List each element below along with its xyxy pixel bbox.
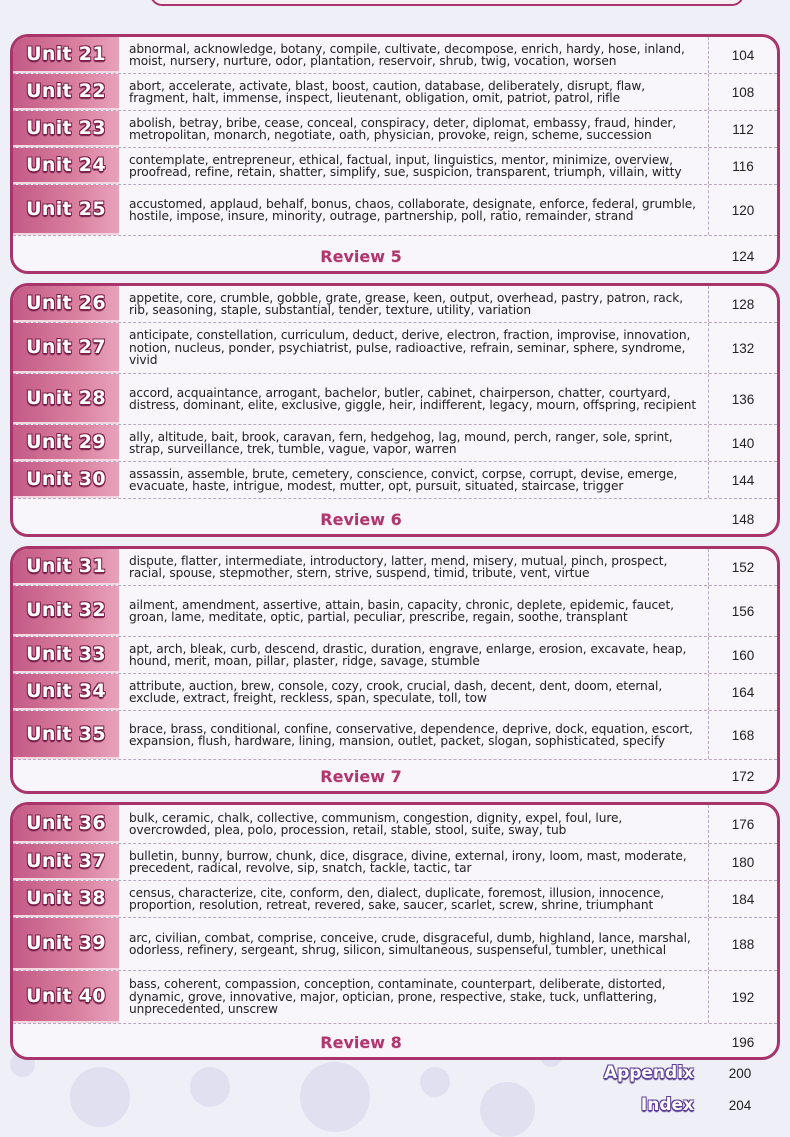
review-row[interactable] [13,1027,777,1057]
unit-page-number: 108 [708,74,777,110]
unit-page-number: 128 [708,286,777,322]
appendix-page-number: 200 [728,1065,752,1081]
unit-label: Unit 27 [26,336,106,358]
unit-label: Unit 30 [26,468,106,490]
unit-tab [13,711,119,759]
unit-words: brace, brass, conditional, confine, conservative, dependence, deprive, dock, equation, escort, expansion, flush, hardware, lining, mansion, outlet, packet, slogan, sophisticated, specify [129,721,693,748]
unit-label: Unit 36 [26,812,106,834]
unit-row[interactable] [13,148,777,185]
unit-tab [13,971,119,1023]
unit-row[interactable] [13,286,777,323]
unit-words: appetite, core, crumble, gobble, grate, grease, keen, output, overhead, pastry, patron, rack, rib, seasoning, staple, substantial, tender, texture, utility, variation [129,290,683,317]
review-label: Review 5 [320,246,402,266]
unit-tab [13,637,119,673]
unit-words: abort, accelerate, activate, blast, boost, caution, database, deliberately, disrupt, flaw, fragment, halt, immense, inspect, lieutenant, obligation, omit, patriot, patrol, rifle [129,78,646,105]
review-page-number: 172 [731,768,755,784]
unit-row[interactable] [13,37,777,74]
unit-label: Unit 32 [26,599,106,621]
unit-tab [13,805,119,843]
unit-words: census, characterize, cite, conform, den, dialect, duplicate, foremost, illusion, innocence, proportion, resolution, retreat, revered, sake, saucer, scarlet, screw, shrine, triumphant [129,885,665,912]
unit-tab [13,674,119,710]
unit-words: abnormal, acknowledge, botany, compile, cultivate, decompose, enrich, hardy, hose, inland, moist, nursery, nurture, odor, plantation, reservoir, shrub, twig, vocation, worsen [129,41,685,68]
unit-row[interactable] [13,637,777,674]
unit-words: attribute, auction, brew, console, cozy, crook, crucial, dash, decent, dent, doom, eternal, exclude, extract, freight, reckless, span, speculate, toll, tow [129,678,663,705]
unit-row[interactable] [13,462,777,499]
unit-label: Unit 40 [26,985,106,1007]
review-page-number: 196 [731,1034,755,1050]
unit-tab [13,844,119,880]
unit-group-26-30 [10,283,780,537]
unit-page-number: 112 [708,111,777,147]
unit-row[interactable] [13,805,777,844]
unit-row[interactable] [13,971,777,1024]
unit-group-31-35 [10,546,780,794]
unit-tab [13,462,119,498]
unit-words: anticipate, constellation, curriculum, deduct, derive, electron, fraction, improvise, innovation, notion, nucleus, ponder, psychiatrist, pulse, radioactive, refrain, seminar, sphere, syndrome, vivid [129,328,691,368]
unit-page-number: 168 [708,711,777,759]
unit-row[interactable] [13,711,777,760]
review-row[interactable] [13,761,777,791]
unit-words: bass, coherent, compassion, conception, contaminate, counterpart, deliberate, distorted, dynamic, grove, innovative, major, optician, prone, respective, stake, tuck, unflattering, unprecedented, unscrew [129,977,666,1017]
unit-row[interactable] [13,918,777,971]
unit-tab [13,286,119,322]
unit-row[interactable] [13,425,777,462]
unit-page-number: 188 [708,918,777,970]
unit-tab [13,374,119,424]
unit-label: Unit 28 [26,387,106,409]
review-row[interactable] [13,504,777,534]
unit-words: arc, civilian, combat, comprise, conceive, crude, disgraceful, dumb, highland, lance, marshal, odorless, refinery, sergeant, shrug, silicon, simultaneous, suspenseful, tumbler, unethical [129,930,691,957]
unit-row[interactable] [13,586,777,637]
index-link[interactable] [560,1092,780,1118]
unit-words: abolish, betray, bribe, cease, conceal, conspiracy, deter, diplomat, embassy, fraud, hinder, metropolitan, monarch, negotiate, oath, physician, provoke, reign, scheme, succession [129,115,677,142]
unit-row[interactable] [13,674,777,711]
review-page-number: 124 [731,248,755,264]
unit-page-number: 184 [708,881,777,917]
unit-label: Unit 24 [26,154,106,176]
unit-tab [13,586,119,636]
unit-label: Unit 25 [26,198,106,220]
unit-label: Unit 31 [26,555,106,577]
unit-tab [13,148,119,184]
unit-page-number: 116 [708,148,777,184]
unit-label: Unit 33 [26,643,106,665]
unit-page-number: 104 [708,37,777,73]
unit-row[interactable] [13,323,777,374]
unit-words: bulk, ceramic, chalk, collective, communism, congestion, dignity, expel, foul, lure, overcrowded, plea, polo, procession, retail, stable, stool, suite, sway, tub [129,810,623,837]
review-page-number: 148 [731,511,755,527]
unit-page-number: 140 [708,425,777,461]
unit-page-number: 132 [708,323,777,373]
unit-group-21-25 [10,34,780,274]
unit-tab [13,74,119,110]
unit-page-number: 136 [708,374,777,424]
unit-label: Unit 39 [26,932,106,954]
unit-label: Unit 26 [26,292,106,314]
unit-page-number: 164 [708,674,777,710]
unit-label: Unit 21 [26,43,106,65]
unit-page-number: 156 [708,586,777,636]
unit-label: Unit 38 [26,887,106,909]
unit-tab [13,323,119,373]
appendix-label: Appendix [603,1063,694,1083]
unit-page-number: 160 [708,637,777,673]
review-row[interactable] [13,241,777,271]
appendix-link[interactable] [560,1060,780,1086]
unit-words: ally, altitude, bait, brook, caravan, fern, hedgehog, lag, mound, perch, ranger, sole, sprint, strap, surveillance, trek, tumble, vague, vapor, warren [129,429,673,456]
unit-words: bulletin, bunny, burrow, chunk, dice, disgrace, divine, external, irony, loom, mast, moderate, precedent, radical, revolve, sip, snatch, tackle, tactic, tar [129,848,687,875]
unit-row[interactable] [13,844,777,881]
unit-tab [13,425,119,461]
unit-page-number: 180 [708,844,777,880]
unit-row[interactable] [13,74,777,111]
unit-label: Unit 23 [26,117,106,139]
unit-row[interactable] [13,549,777,586]
unit-tab [13,37,119,73]
previous-section-edge [150,0,744,6]
unit-row[interactable] [13,881,777,918]
unit-label: Unit 35 [26,723,106,745]
unit-words: dispute, flatter, intermediate, introductory, latter, mend, misery, mutual, pinch, prospect, racial, spouse, stepmother, stern, strive, suspend, timid, tribute, vent, virtue [129,553,668,580]
unit-tab [13,918,119,970]
unit-label: Unit 22 [26,80,106,102]
index-page-number: 204 [728,1097,752,1113]
unit-words: assassin, assemble, brute, cemetery, conscience, convict, corpse, corrupt, devise, emerge, evacuate, haste, intrigue, modest, mutter, opt, pursuit, situated, staircase, trigger [129,466,678,493]
index-label: Index [640,1095,694,1115]
unit-label: Unit 29 [26,431,106,453]
review-label: Review 7 [320,766,402,786]
unit-page-number: 152 [708,549,777,585]
unit-words: accord, acquaintance, arrogant, bachelor, butler, cabinet, chairperson, chatter, courtyard, distress, dominant, elite, exclusive, giggle, heir, indifferent, legacy, mourn, offspring, recipient [129,385,697,412]
unit-page-number: 144 [708,462,777,498]
unit-words: contemplate, entrepreneur, ethical, factual, input, linguistics, mentor, minimize, overview, proofread, refine, retain, shatter, simplify, sue, suspicion, transparent, triumph, villain, witty [129,152,682,179]
unit-tab [13,185,119,235]
unit-label: Unit 37 [26,850,106,872]
unit-words: accustomed, applaud, behalf, bonus, chaos, collaborate, designate, enforce, federal, grumble, hostile, impose, insure, minority, outrage, partnership, poll, ratio, remainder, strand [129,196,696,223]
review-label: Review 8 [320,1032,402,1052]
unit-row[interactable] [13,185,777,236]
unit-tab [13,111,119,147]
review-label: Review 6 [320,509,402,529]
unit-words: apt, arch, bleak, curb, descend, drastic, duration, engrave, enlarge, erosion, excavate, heap, hound, merit, moan, pillar, plaster, ridge, savage, stumble [129,641,687,668]
unit-page-number: 120 [708,185,777,235]
unit-page-number: 192 [708,971,777,1023]
unit-tab [13,549,119,585]
unit-row[interactable] [13,374,777,425]
unit-words: ailment, amendment, assertive, attain, basin, capacity, chronic, deplete, epidemic, faucet, groan, lame, meditate, optic, partial, peculiar, prescribe, regain, soothe, transplant [129,597,674,624]
unit-group-36-40 [10,802,780,1060]
unit-row[interactable] [13,111,777,148]
unit-page-number: 176 [708,805,777,843]
unit-label: Unit 34 [26,680,106,702]
unit-tab [13,881,119,917]
